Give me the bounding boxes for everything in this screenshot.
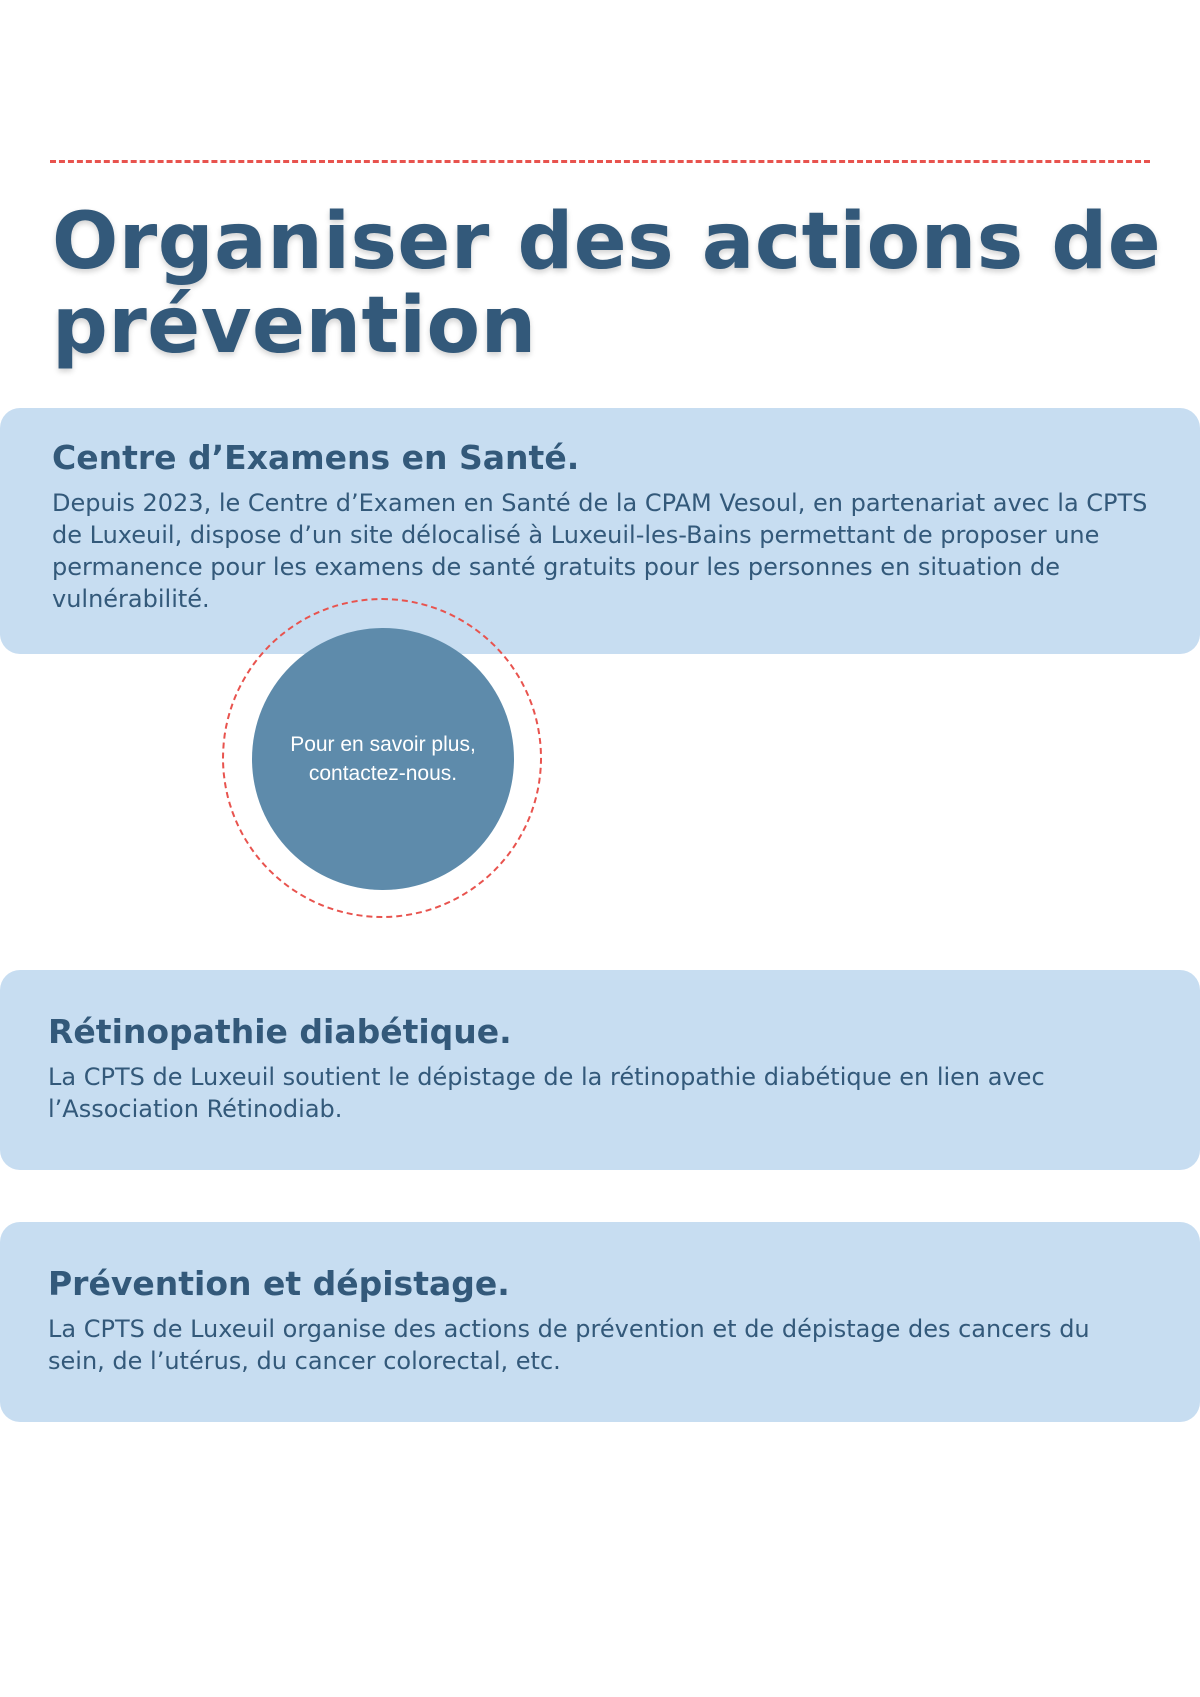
contact-us-label: [273, 730, 493, 788]
contact-us-line-1: Pour en savoir plus,: [290, 733, 476, 756]
card-retinopathie: [0, 970, 1200, 1170]
card-body: La CPTS de Luxeuil soutient le dépistage de la rétinopathie diabétique en lien avec l’Association Rétinodiab.: [48, 1063, 1045, 1123]
page-title: Organiser des actions de prévention: [52, 197, 1162, 371]
card-prevention-depistage: [0, 1222, 1200, 1422]
card-centre-examens: [0, 408, 1200, 654]
card-title: Centre d’Examens en Santé.: [52, 438, 580, 477]
dashed-divider: [50, 160, 1150, 163]
card-body: Depuis 2023, le Centre d’Examen en Santé de la CPAM Vesoul, en partenariat avec la CPTS de Luxeuil, dispose d’un site délocalisé à Luxeuil-les-Bains permettant de proposer une permanence pour les examens de santé gratuits pour les personnes en situation de vulnérabilité.: [52, 489, 1148, 613]
contact-us-line-2: contactez-nous.: [308, 762, 458, 785]
card-title: Prévention et dépistage.: [48, 1264, 510, 1303]
card-title: Rétinopathie diabétique.: [48, 1012, 512, 1051]
card-body: La CPTS de Luxeuil organise des actions de prévention et de dépistage des cancers du sein, de l’utérus, du cancer colorectal, etc.: [48, 1315, 1090, 1375]
contact-us-button[interactable]: [252, 628, 514, 890]
